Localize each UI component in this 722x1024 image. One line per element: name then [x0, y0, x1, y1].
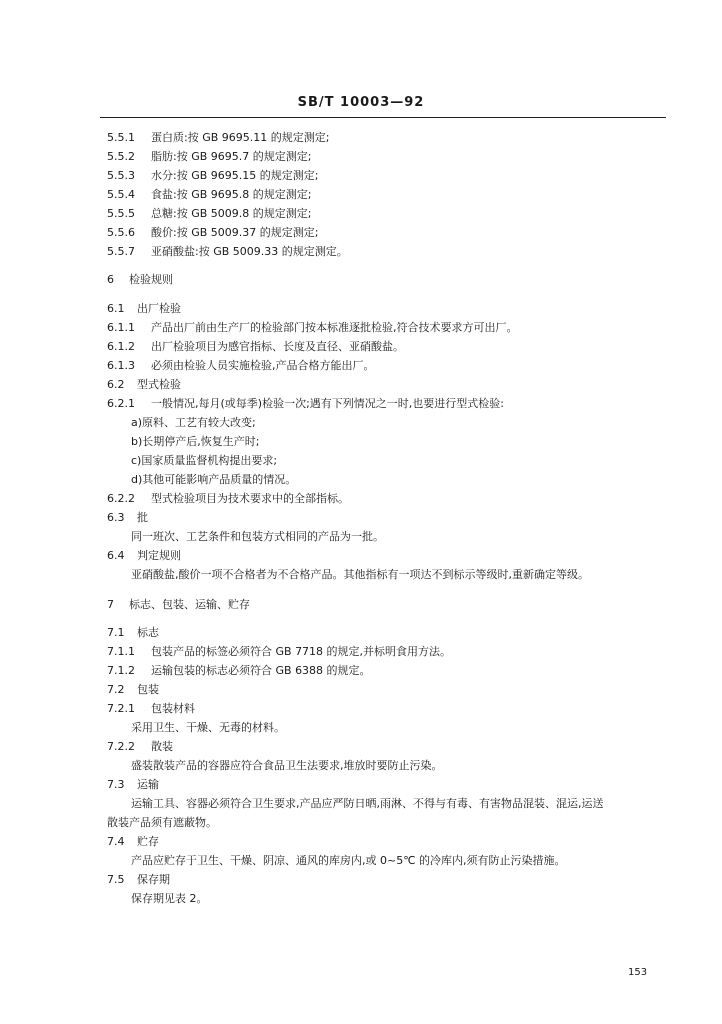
clause-line [107, 245, 348, 259]
subsection-title: 批 [137, 511, 148, 524]
clause-text: 蛋白质:按 GB 9695.11 的规定测定; [151, 131, 330, 144]
clause-line [107, 664, 371, 678]
subsection-number: 6.3 [107, 511, 125, 524]
paragraph-line: 亚硝酸盐,酸价一项不合格者为不合格产品。其他指标有一项达不到标示等级时,重新确定等级。 [131, 568, 589, 581]
section-heading [107, 598, 250, 612]
subsection-heading [107, 683, 159, 697]
clause-line [107, 740, 173, 754]
clause-text: 必须由检验人员实施检验,产品合格方能出厂。 [151, 359, 375, 372]
subsection-heading [107, 511, 148, 525]
clause-number: 5.5.6 [107, 226, 135, 239]
clause-line [107, 397, 504, 411]
section-title: 标志、包装、运输、贮存 [129, 598, 250, 611]
subsection-number: 6.2 [107, 378, 125, 391]
subsection-title: 贮存 [137, 835, 159, 848]
page-number: 153 [628, 967, 648, 978]
clause-line [107, 702, 195, 716]
clause-text: 总糖:按 GB 5009.8 的规定测定; [151, 207, 312, 220]
section-number: 6 [107, 273, 114, 286]
clause-number: 6.1.1 [107, 321, 135, 334]
header-rule [100, 117, 666, 118]
clause-line [107, 340, 404, 354]
paragraph-line: 盛装散装产品的容器应符合食品卫生法要求,堆放时要防止污染。 [131, 759, 443, 772]
subsection-heading [107, 549, 181, 563]
list-item: d)其他可能影响产品质量的情况。 [131, 473, 297, 486]
clause-number: 6.2.2 [107, 492, 135, 505]
paragraph-line: 采用卫生、干燥、无毒的材料。 [131, 721, 285, 734]
paragraph-line: 保存期见表 2。 [131, 892, 208, 905]
clause-text: 包装材料 [151, 702, 195, 715]
subsection-title: 判定规则 [137, 549, 181, 562]
subsection-heading [107, 778, 159, 792]
page-header: SB/T 10003—92 [297, 95, 425, 110]
list-item: c)国家质量监督机构提出要求; [131, 454, 278, 467]
paragraph-line: 散装产品须有遮蔽物。 [107, 816, 217, 829]
subsection-title: 型式检验 [137, 378, 181, 391]
clause-text: 食盐:按 GB 9695.8 的规定测定; [151, 188, 312, 201]
clause-number: 5.5.5 [107, 207, 135, 220]
subsection-title: 标志 [137, 626, 159, 639]
paragraph-line: 产品应贮存于卫生、干燥、阴凉、通风的库房内,或 0~5℃ 的冷库内,须有防止污染措施。 [131, 854, 566, 867]
clause-text: 产品出厂前由生产厂的检验部门按本标准逐批检验,符合技术要求方可出厂。 [151, 321, 518, 334]
subsection-heading [107, 302, 181, 316]
clause-line [107, 359, 375, 373]
list-item: b)长期停产后,恢复生产时; [131, 435, 260, 448]
section-title: 检验规则 [129, 273, 173, 286]
subsection-title: 出厂检验 [137, 302, 181, 315]
subsection-heading [107, 378, 181, 392]
subsection-number: 7.5 [107, 873, 125, 886]
clause-number: 5.5.7 [107, 245, 135, 258]
clause-text: 运输包装的标志必须符合 GB 6388 的规定。 [151, 664, 371, 677]
clause-text: 出厂检验项目为感官指标、长度及直径、亚硝酸盐。 [151, 340, 404, 353]
clause-line [107, 188, 311, 202]
subsection-number: 7.4 [107, 835, 125, 848]
subsection-title: 保存期 [137, 873, 170, 886]
subsection-number: 7.2 [107, 683, 125, 696]
subsection-number: 6.4 [107, 549, 125, 562]
clause-number: 7.2.1 [107, 702, 135, 715]
clause-number: 5.5.3 [107, 169, 135, 182]
subsection-number: 6.1 [107, 302, 125, 315]
clause-text: 型式检验项目为技术要求中的全部指标。 [151, 492, 349, 505]
clause-text: 散装 [151, 740, 173, 753]
section-heading [107, 273, 173, 287]
clause-number: 5.5.2 [107, 150, 135, 163]
clause-line [107, 207, 311, 221]
clause-number: 5.5.4 [107, 188, 135, 201]
subsection-heading [107, 835, 159, 849]
clause-text: 包装产品的标签必须符合 GB 7718 的规定,并标明食用方法。 [151, 645, 452, 658]
clause-number: 7.1.1 [107, 645, 135, 658]
clause-number: 6.1.3 [107, 359, 135, 372]
subsection-title: 包装 [137, 683, 159, 696]
clause-number: 7.2.2 [107, 740, 135, 753]
clause-number: 6.1.2 [107, 340, 135, 353]
clause-text: 水分:按 GB 9695.15 的规定测定; [151, 169, 319, 182]
clause-text: 亚硝酸盐:按 GB 5009.33 的规定测定。 [151, 245, 348, 258]
clause-number: 6.2.1 [107, 397, 135, 410]
clause-number: 5.5.1 [107, 131, 135, 144]
clause-line [107, 150, 311, 164]
subsection-number: 7.3 [107, 778, 125, 791]
clause-text: 酸价:按 GB 5009.37 的规定测定; [151, 226, 319, 239]
subsection-heading [107, 873, 170, 887]
clause-text: 一般情况,每月(或每季)检验一次;遇有下列情况之一时,也要进行型式检验: [151, 397, 504, 410]
clause-line [107, 321, 518, 335]
list-item: a)原料、工艺有较大改变; [131, 416, 256, 429]
subsection-number: 7.1 [107, 626, 125, 639]
clause-number: 7.1.2 [107, 664, 135, 677]
section-number: 7 [107, 598, 114, 611]
subsection-title: 运输 [137, 778, 159, 791]
subsection-heading [107, 626, 159, 640]
clause-line [107, 492, 349, 506]
clause-text: 脂肪:按 GB 9695.7 的规定测定; [151, 150, 312, 163]
clause-line [107, 645, 451, 659]
clause-line [107, 226, 318, 240]
clause-line [107, 169, 318, 183]
paragraph-line: 运输工具、容器必须符合卫生要求,产品应严防日晒,雨淋、不得与有毒、有害物品混装、混运,运送 [131, 797, 604, 810]
paragraph-line: 同一班次、工艺条件和包装方式相同的产品为一批。 [131, 530, 384, 543]
clause-line [107, 131, 329, 145]
